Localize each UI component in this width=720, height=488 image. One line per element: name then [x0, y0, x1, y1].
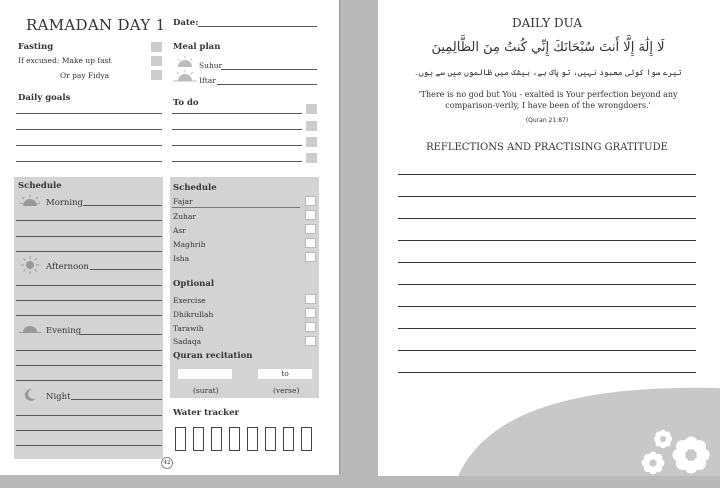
water-cup[interactable]	[247, 427, 258, 451]
prayer-maghrib-checkbox[interactable]	[305, 238, 316, 248]
water-cup[interactable]	[193, 427, 204, 451]
schedule-line[interactable]	[16, 236, 162, 237]
reflection-line[interactable]	[398, 174, 696, 175]
todo-checkbox[interactable]	[306, 104, 317, 114]
optional-sadaqa-label: Sadaqa	[173, 337, 202, 346]
tarawih-checkbox[interactable]	[305, 322, 316, 332]
dua-reference: (Quran 21:87)	[525, 117, 569, 124]
optional-exercise-label: Exercise	[173, 296, 206, 305]
iftar-label: Iftar	[199, 76, 216, 85]
reflection-line[interactable]	[398, 196, 696, 197]
page-title: RAMADAN DAY 1	[26, 16, 166, 34]
flower-icon	[638, 450, 668, 476]
reflection-line[interactable]	[398, 284, 696, 285]
exercise-checkbox[interactable]	[305, 294, 316, 304]
surat-label: (surat)	[193, 386, 219, 395]
night-label: Night	[46, 392, 71, 402]
todo-checkbox[interactable]	[306, 121, 317, 131]
afternoon-line[interactable]	[90, 269, 162, 270]
daily-goals-label: Daily goals	[18, 93, 71, 103]
schedule-line[interactable]	[16, 315, 162, 316]
evening-line[interactable]	[80, 334, 162, 335]
schedule-line[interactable]	[16, 350, 162, 351]
todo-line[interactable]	[172, 145, 302, 146]
water-cup[interactable]	[229, 427, 240, 451]
prayer-zuhar-checkbox[interactable]	[305, 210, 316, 220]
dhikrullah-checkbox[interactable]	[305, 308, 316, 318]
goal-line[interactable]	[16, 161, 162, 162]
water-cup[interactable]	[283, 427, 294, 451]
prayer-asr-label: Asr	[173, 226, 186, 235]
todo-checkbox[interactable]	[306, 137, 317, 147]
quran-recitation-label: Quran recitation	[173, 351, 253, 361]
reflection-line[interactable]	[398, 306, 696, 307]
sun-rising-icon	[18, 194, 42, 208]
left-page	[0, 0, 340, 475]
date-line[interactable]	[198, 26, 317, 27]
reflection-line[interactable]	[398, 328, 696, 329]
optional-dhikrullah-label: Dhikrullah	[173, 310, 214, 319]
dua-translation: 'There is no god but You - exalted is Your perfection beyond any comparison-verily, I have been of the wrongdoers.'	[418, 90, 678, 110]
sun-rising-icon	[175, 56, 195, 68]
prayer-schedule-label: Schedule	[173, 183, 217, 193]
sunset-icon	[173, 70, 197, 82]
schedule-line[interactable]	[16, 445, 162, 446]
prayer-isha-checkbox[interactable]	[305, 252, 316, 262]
morning-label: Morning	[46, 198, 83, 208]
sun-icon	[21, 256, 39, 274]
makeup-fast-checkbox[interactable]	[151, 56, 162, 66]
to-do-label: To do	[173, 98, 199, 108]
fasting-excused-label: If excused: Make up fast	[18, 56, 112, 65]
schedule-line[interactable]	[16, 220, 162, 221]
schedule-line[interactable]	[16, 380, 162, 381]
todo-line[interactable]	[172, 129, 302, 130]
optional-label: Optional	[173, 279, 215, 289]
page-number: 42	[161, 457, 173, 469]
sadaqa-checkbox[interactable]	[305, 336, 316, 346]
date-label: Date:	[173, 18, 199, 28]
optional-tarawih-label: Tarawih	[173, 324, 204, 333]
suhur-line[interactable]	[221, 69, 317, 70]
night-line[interactable]	[71, 399, 162, 400]
goal-line[interactable]	[16, 129, 162, 130]
moon-icon	[23, 388, 37, 402]
water-tracker-label: Water tracker	[173, 408, 239, 418]
reflection-line[interactable]	[398, 240, 696, 241]
schedule-line[interactable]	[16, 365, 162, 366]
suhur-label: Suhur	[199, 61, 223, 70]
verse-field[interactable]: to	[258, 369, 312, 379]
water-cup[interactable]	[211, 427, 222, 451]
sunset-icon	[19, 324, 41, 334]
goal-line[interactable]	[16, 113, 162, 114]
prayer-line	[172, 207, 300, 208]
todo-line[interactable]	[172, 113, 302, 114]
reflection-line[interactable]	[398, 262, 696, 263]
verse-label: (verse)	[273, 386, 300, 395]
iftar-line[interactable]	[217, 84, 317, 85]
prayer-isha-label: Isha	[173, 254, 190, 263]
schedule-line[interactable]	[16, 300, 162, 301]
schedule-line[interactable]	[16, 415, 162, 416]
right-page	[378, 0, 720, 476]
fasting-checkbox[interactable]	[151, 42, 162, 52]
dua-arabic: لَا إِلَٰهَ إِلَّا أَنتَ سُبْحَانَكَ إِنِّي كُنتُ مِنَ الظَّالِمِينَ	[431, 40, 665, 55]
fasting-label: Fasting	[18, 42, 54, 52]
prayer-fajar-checkbox[interactable]	[305, 196, 316, 206]
dua-urdu: تیرے سوا کوئی معبود نہیں، تو پاک ہے، بیشک میں ظالموں میں سے ہوں۔	[414, 68, 682, 77]
reflection-line[interactable]	[398, 218, 696, 219]
water-cup[interactable]	[265, 427, 276, 451]
todo-checkbox[interactable]	[306, 153, 317, 163]
afternoon-label: Afternoon	[46, 262, 89, 272]
dua-title: DAILY DUA	[512, 16, 582, 30]
schedule-line[interactable]	[16, 430, 162, 431]
reflection-line[interactable]	[398, 350, 696, 351]
schedule-line[interactable]	[16, 285, 162, 286]
prayer-asr-checkbox[interactable]	[305, 224, 316, 234]
evening-label: Evening	[46, 326, 82, 336]
prayer-fajar-label: Fajar	[173, 197, 193, 206]
prayer-maghrib-label: Maghrib	[173, 240, 206, 249]
prayer-zuhar-label: Zuhar	[173, 212, 196, 221]
fasting-fidya-label: Or pay Fidya	[60, 71, 110, 80]
goal-line[interactable]	[16, 145, 162, 146]
meal-plan-label: Meal plan	[173, 42, 221, 52]
reflections-title: REFLECTIONS AND PRACTISING GRATITUDE	[426, 142, 668, 153]
todo-line[interactable]	[172, 161, 302, 162]
surat-field[interactable]	[178, 369, 232, 379]
flower-icon	[668, 434, 714, 476]
reflection-line[interactable]	[398, 372, 696, 373]
schedule-line[interactable]	[16, 251, 162, 252]
water-cup[interactable]	[301, 427, 312, 451]
fidya-checkbox[interactable]	[151, 70, 162, 80]
water-cup[interactable]	[175, 427, 186, 451]
morning-line[interactable]	[83, 205, 162, 206]
schedule-label: Schedule	[18, 181, 62, 191]
